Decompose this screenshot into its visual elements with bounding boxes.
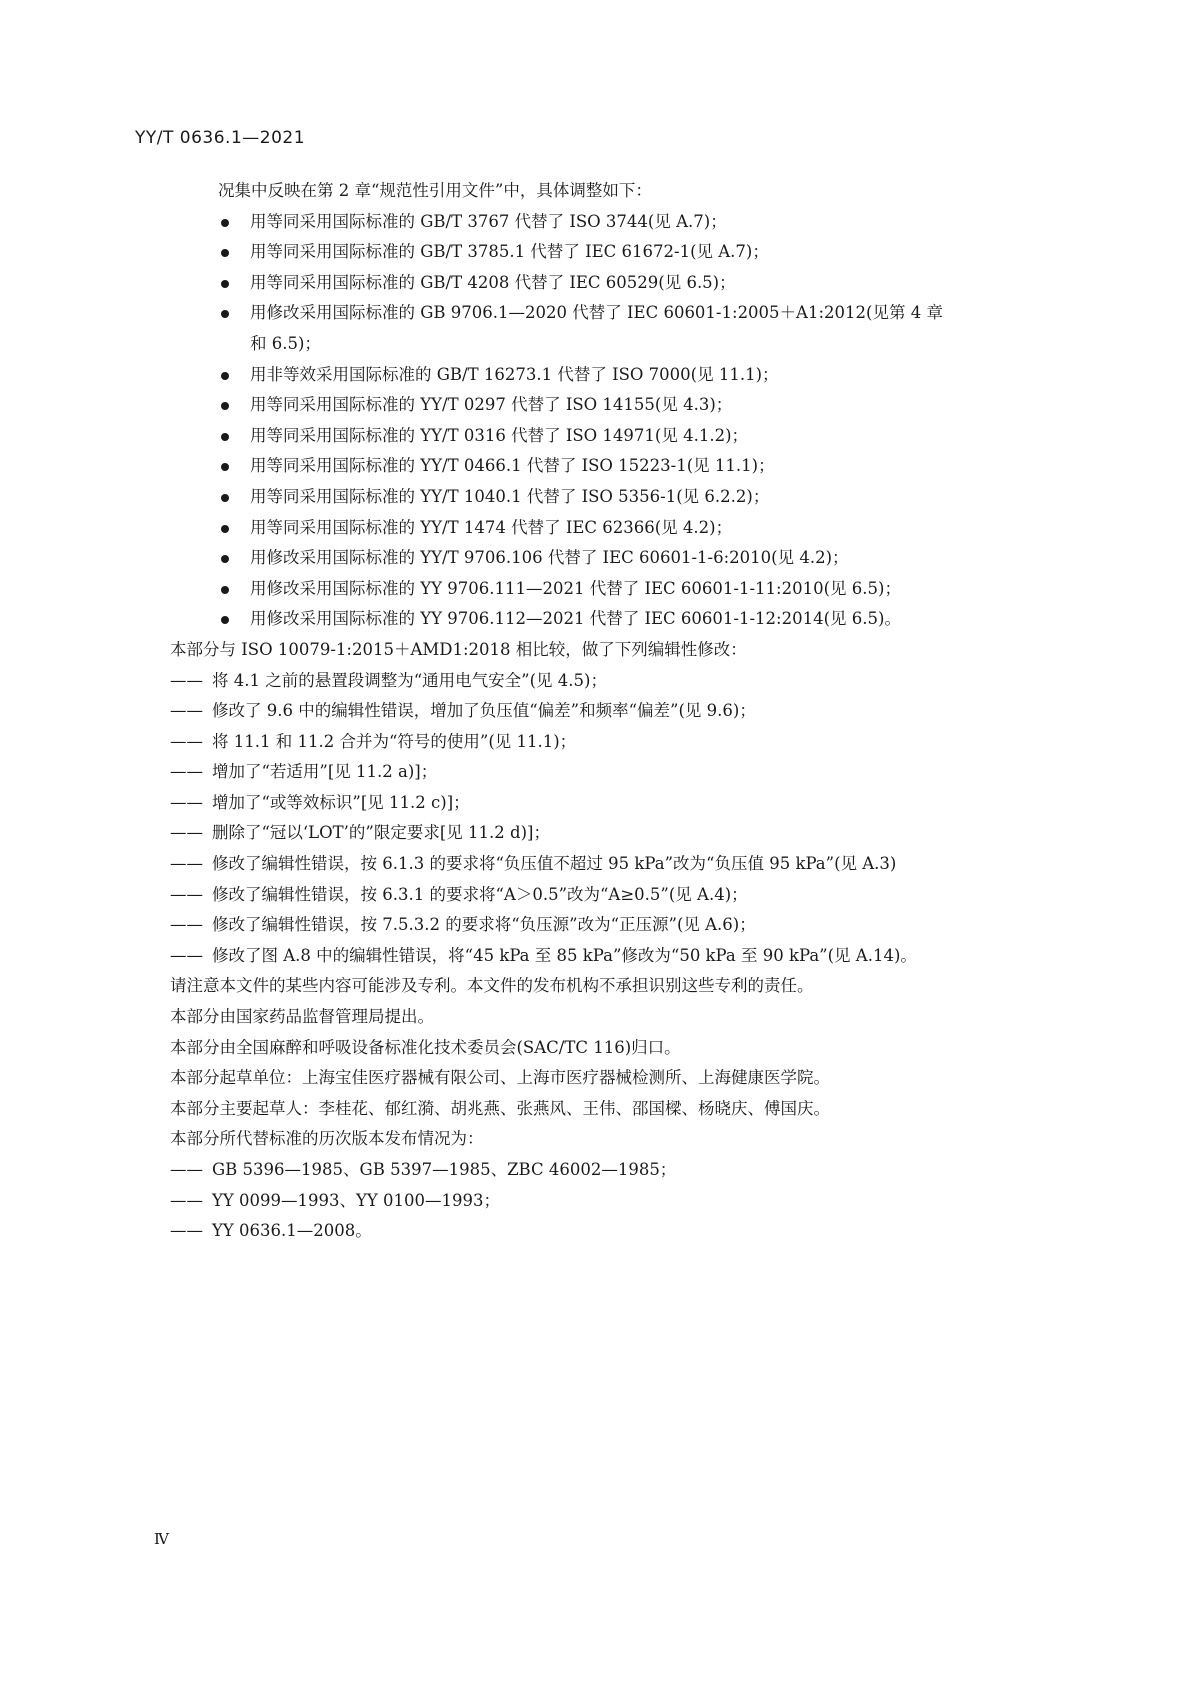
bullet-item: 用修改采用国际标准的 GB 9706.1—2020 代替了 IEC 60601-1:2005＋A1:2012(见第 4 章 [170,298,1090,329]
previous-version-item: —— YY 0099—1993、YY 0100—1993； [170,1190,501,1210]
bullet-item: 用等同采用国际标准的 GB/T 3767 代替了 ISO 3744(见 A.7)； [170,207,1090,238]
bullet-item: 用等同采用国际标准的 GB/T 4208 代替了 IEC 60529(见 6.5)； [170,268,1090,299]
note-paragraph: 本部分由国家药品监督管理局提出。 [170,1007,434,1027]
bullet-dot-icon [221,494,229,502]
bullet-dot-icon [221,372,229,380]
editorial-change-item: —— 修改了编辑性错误，按 6.3.1 的要求将“A＞0.5”改为“A≥0.5”(见 A.4)； [170,884,748,904]
bullet-item-continuation: 和 6.5)； [250,333,321,353]
bullet-dot-icon [221,586,229,594]
editorial-change-item: —— 将 4.1 之前的悬置段调整为“通用电气安全”(见 4.5)； [170,670,607,690]
page-number: Ⅳ [154,1530,169,1548]
note-paragraph: 本部分所代替标准的历次版本发布情况为： [170,1129,484,1149]
bullet-dot-icon [221,463,229,471]
editorial-change-item: —— 删除了“冠以‘LOT’的”限定要求[见 11.2 d)]； [170,823,550,843]
editorial-change-item: —— 将 11.1 和 11.2 合并为“符号的使用”(见 11.1)； [170,731,577,751]
bullet-dot-icon [221,402,229,410]
bullet-item: 用等同采用国际标准的 YY/T 0297 代替了 ISO 14155(见 4.3)； [170,390,1090,421]
bullet-dot-icon [221,219,229,227]
editorial-change-item: —— 增加了“或等效标识”[见 11.2 c)]； [170,792,470,812]
bullet-item: 用等同采用国际标准的 GB/T 3785.1 代替了 IEC 61672-1(见 A.7)； [170,237,1090,268]
document-id-header: YY/T 0636.1—2021 [135,128,306,148]
editorial-change-item: —— 修改了编辑性错误，按 7.5.3.2 的要求将“负压源”改为“正压源”(见 A.6)； [170,915,756,935]
bullet-dot-icon [221,616,229,624]
note-paragraph: 本部分主要起草人：李桂花、郁红漪、胡兆燕、张燕风、王伟、邵国樑、杨晓庆、傅国庆。 [170,1098,830,1118]
page-body [170,176,1090,1247]
editorial-change-item: —— 修改了图 A.8 中的编辑性错误，将“45 kPa 至 85 kPa”修改为“50 kPa 至 90 kPa”(见 A.14)。 [170,945,917,965]
note-paragraph: 本部分起草单位：上海宝佳医疗器械有限公司、上海市医疗器械检测所、上海健康医学院。 [170,1068,830,1088]
bullet-item: 用等同采用国际标准的 YY/T 1474 代替了 IEC 62366(见 4.2)； [170,513,1090,544]
note-paragraph: 本部分由全国麻醉和呼吸设备标准化技术委员会(SAC/TC 116)归口。 [170,1037,681,1057]
bullet-item: 用修改采用国际标准的 YY 9706.112—2021 代替了 IEC 60601-1-12:2014(见 6.5)。 [170,604,1090,635]
bullet-dot-icon [221,555,229,563]
bullet-item: 用等同采用国际标准的 YY/T 1040.1 代替了 ISO 5356-1(见 6.2.2)； [170,482,1090,513]
bullet-item: 用等同采用国际标准的 YY/T 0466.1 代替了 ISO 15223-1(见 11.1)； [170,451,1090,482]
editorial-change-item: —— 修改了 9.6 中的编辑性错误，增加了负压值“偏差”和频率“偏差”(见 9.6)； [170,701,756,721]
bullet-dot-icon [221,525,229,533]
previous-version-item: —— GB 5396—1985、GB 5397—1985、ZBC 46002—1985； [170,1160,677,1179]
bullet-dot-icon [221,249,229,257]
bullet-item: 用修改采用国际标准的 YY 9706.111—2021 代替了 IEC 60601-1-11:2010(见 6.5)； [170,574,1090,605]
bullet-dot-icon [221,280,229,288]
bullet-dot-icon [221,310,229,318]
editorial-change-item: —— 增加了“若适用”[见 11.2 a)]； [170,762,438,782]
intro-line: 况集中反映在第 2 章“规范性引用文件”中，具体调整如下： [218,181,652,200]
bullet-item: 用等同采用国际标准的 YY/T 0316 代替了 ISO 14971(见 4.1.2)； [170,421,1090,452]
bullet-dot-icon [221,433,229,441]
note-paragraph: 请注意本文件的某些内容可能涉及专利。本文件的发布机构不承担识别这些专利的责任。 [170,976,814,996]
editorial-change-item: —— 修改了编辑性错误，按 6.1.3 的要求将“负压值不超过 95 kPa”改为“负压值 95 kPa”(见 A.3) [170,854,897,874]
bullet-item: 用修改采用国际标准的 YY/T 9706.106 代替了 IEC 60601-1-6:2010(见 4.2)； [170,543,1090,574]
bullet-item: 用非等效采用国际标准的 GB/T 16273.1 代替了 ISO 7000(见 11.1)； [170,360,1090,391]
previous-version-item: —— YY 0636.1—2008。 [170,1221,372,1241]
editorial-intro: 本部分与 ISO 10079-1:2015＋AMD1:2018 相比较，做了下列编辑性修改： [170,639,747,659]
